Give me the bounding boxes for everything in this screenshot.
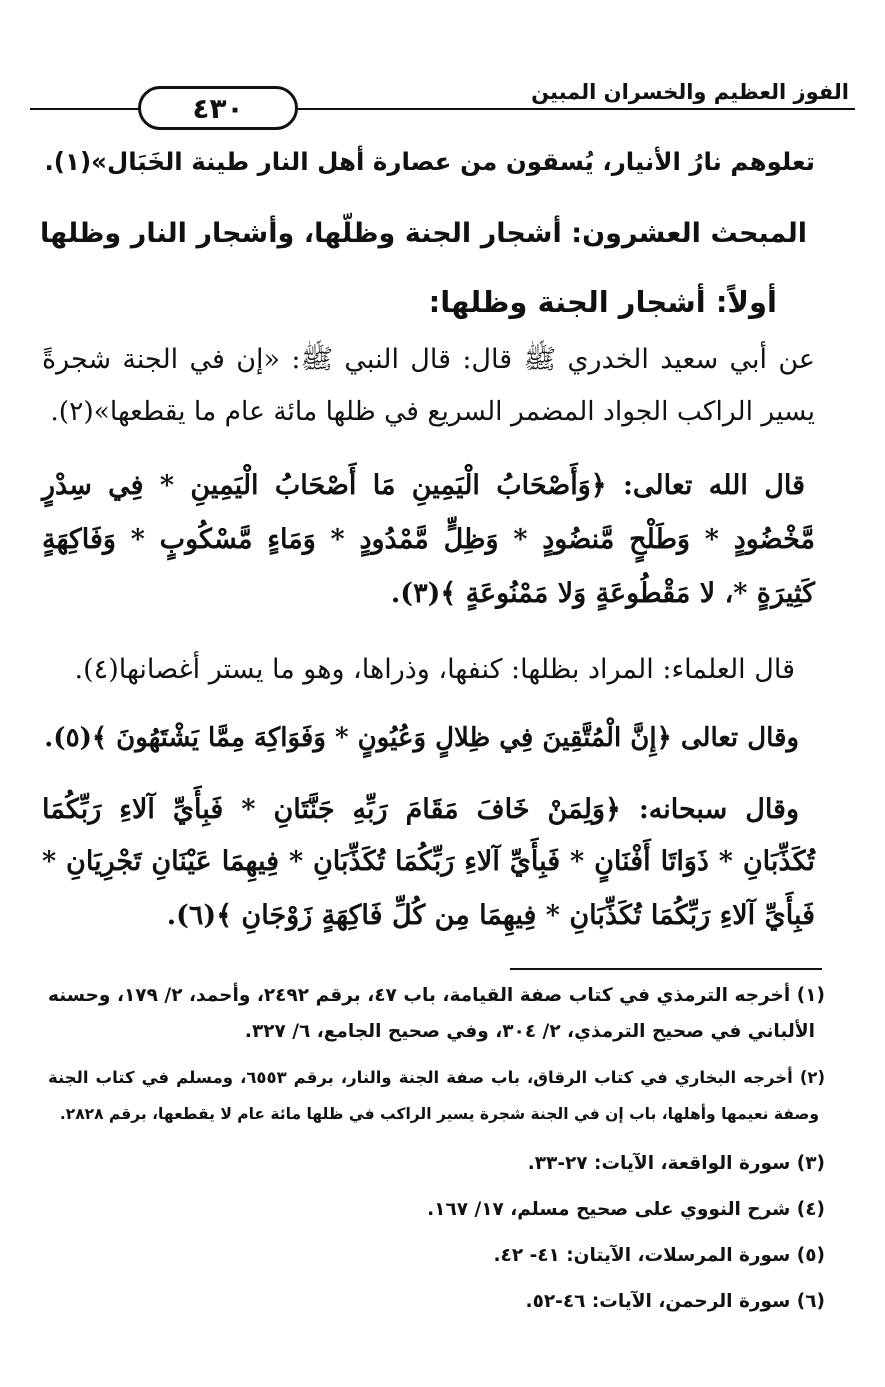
- footnote-line: (٦) سورة الرحمن، الآيات: ٤٦-٥٢.: [525, 1291, 825, 1312]
- section-heading: المبحث العشرون: أشجار الجنة وظلّها، وأشجار النار وظلها: [40, 218, 807, 249]
- footnote-line: (٣) سورة الواقعة، الآيات: ٢٧-٣٣.: [527, 1153, 825, 1174]
- ayah-line: كَثِيرَةٍ *، لا مَقْطُوعَةٍ وَلا مَمْنُوعَةٍ ﴾(٣).: [390, 578, 815, 609]
- ayah-line: وقال سبحانه: ﴿وَلِمَنْ خَافَ مَقَامَ رَبِّهِ جَنَّتَانِ * فَبِأَيِّ آلاءِ رَبِّكُمَا: [42, 794, 799, 825]
- ayah-line: تُكَذِّبَانِ * ذَوَاتَا أَفْنَانٍ * فَبِأَيِّ آلاءِ رَبِّكُمَا تُكَذِّبَانِ * فِيهِمَا عَيْنَانِ تَجْرِيَانِ *: [42, 846, 815, 877]
- footnote-line: (٢) أخرجه البخاري في كتاب الرقاق، باب صفة الجنة والنار، برقم ٦٥٥٣، ومسلم في كتاب الجنة: [48, 1068, 826, 1087]
- ayah-line: فَبِأَيِّ آلاءِ رَبِّكُمَا تُكَذِّبَانِ * فِيهِمَا مِن كُلِّ فَاكِهَةٍ زَوْجَانِ ﴾(٦).: [166, 900, 815, 931]
- page-header: [30, 78, 855, 128]
- page-number: ٤٣٠: [138, 86, 298, 130]
- running-title: الفوز العظيم والخسران المبين: [531, 80, 849, 104]
- text-line: قال العلماء: المراد بظلها: كنفها، وذراها، وهو ما يستر أغصانها(٤).: [74, 654, 795, 685]
- ayah-line: مَّخْضُودٍ * وَطَلْحٍ مَّنضُودٍ * وَظِلٍّ مَّمْدُودٍ * وَمَاءٍ مَّسْكُوبٍ * وَفَاكِهَةٍ: [42, 524, 815, 555]
- subheading: أولاً: أشجار الجنة وظلها:: [428, 285, 777, 319]
- ayah-line: وقال تعالى ﴿إِنَّ الْمُتَّقِينَ فِي ظِلالٍ وَعُيُونٍ * وَفَوَاكِهَ مِمَّا يَشْتَهُونَ ﴾(٥).: [44, 723, 799, 753]
- ayah-line: قال الله تعالى: ﴿وَأَصْحَابُ الْيَمِينِ مَا أَصْحَابُ الْيَمِينِ * فِي سِدْرٍ: [42, 470, 805, 501]
- footnote-line: الألباني في صحيح الترمذي، ٢/ ٣٠٤، وفي صحيح الجامع، ٦/ ٣٢٧.: [244, 1021, 815, 1042]
- text-line: تعلوهم نارُ الأنيار، يُسقون من عصارة أهل النار طينة الخَبَال»(١).: [44, 147, 815, 176]
- footnote-line: (٤) شرح النووي على صحيح مسلم، ١٧/ ١٦٧.: [427, 1199, 825, 1220]
- hadith-line: يسير الراكب الجواد المضمر السريع في ظلها مائة عام ما يقطعها»(٢).: [50, 396, 815, 427]
- footnote-line: (٥) سورة المرسلات، الآيتان: ٤١- ٤٢.: [493, 1245, 825, 1266]
- footnote-separator: [510, 968, 822, 970]
- hadith-line: عن أبي سعيد الخدري ﷺ قال: قال النبي ﷺ: «إن في الجنة شجرةً: [42, 344, 815, 375]
- footnote-line: وصفة نعيمها وأهلها، باب إن في الجنة شجرة يسير الراكب في ظلها مائة عام لا يقطعها، برقم ٢٨٢٨.: [59, 1105, 819, 1123]
- footnote-line: (١) أخرجه الترمذي في كتاب صفة القيامة، باب ٤٧، برقم ٢٤٩٢، وأحمد، ٢/ ١٧٩، وحسنه: [48, 985, 825, 1006]
